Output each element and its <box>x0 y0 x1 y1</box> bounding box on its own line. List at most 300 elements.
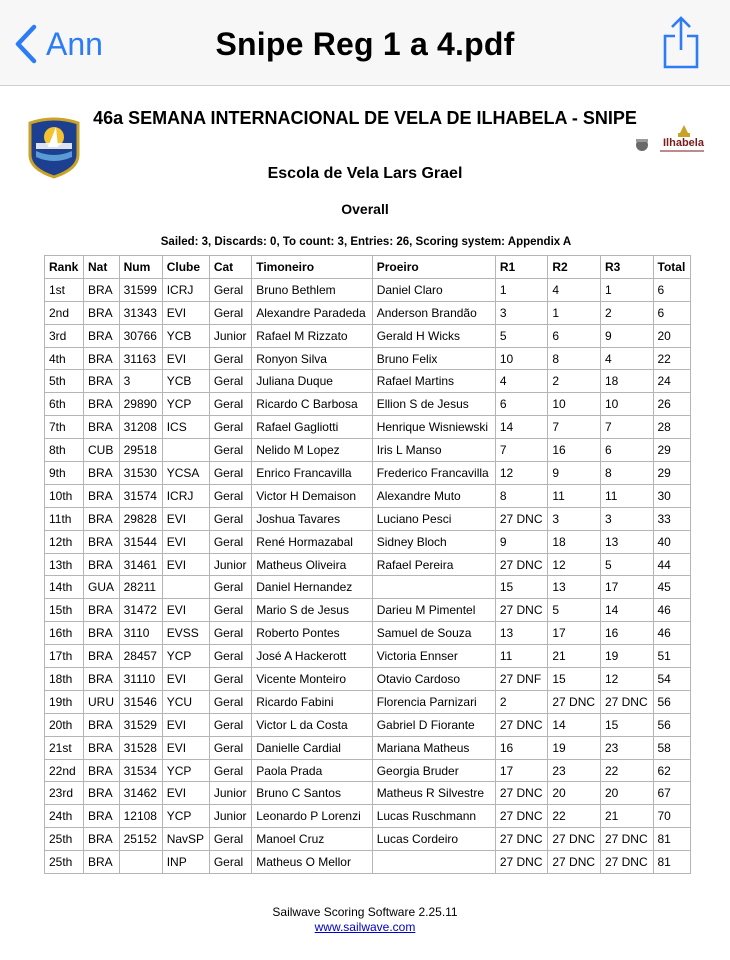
table-cell: 23rd <box>45 782 84 805</box>
table-cell: Geral <box>209 713 251 736</box>
table-cell: 5 <box>600 553 653 576</box>
table-cell: ICS <box>162 416 209 439</box>
table-cell: 9 <box>495 530 548 553</box>
table-cell: 5 <box>548 599 601 622</box>
table-cell: 12 <box>495 462 548 485</box>
table-cell: 31574 <box>119 484 162 507</box>
table-cell: Geral <box>209 599 251 622</box>
table-cell: 3110 <box>119 622 162 645</box>
table-cell: 31461 <box>119 553 162 576</box>
table-cell: Junior <box>209 553 251 576</box>
table-row <box>45 782 691 805</box>
table-cell: EVI <box>162 668 209 691</box>
table-cell: 29 <box>653 462 691 485</box>
table-cell: EVSS <box>162 622 209 645</box>
table-cell: Geral <box>209 759 251 782</box>
table-cell: 18 <box>600 370 653 393</box>
table-cell: 67 <box>653 782 691 805</box>
table-cell: Geral <box>209 736 251 759</box>
table-cell: BRA <box>84 507 120 530</box>
table-cell: 16 <box>495 736 548 759</box>
table-cell: Anderson Brandão <box>372 301 495 324</box>
table-cell: Lucas Cordeiro <box>372 828 495 851</box>
table-cell: 11th <box>45 507 84 530</box>
table-cell: 1 <box>548 301 601 324</box>
table-cell: 30766 <box>119 324 162 347</box>
table-cell: 28457 <box>119 645 162 668</box>
table-cell: Geral <box>209 507 251 530</box>
table-cell: 7th <box>45 416 84 439</box>
table-cell: BRA <box>84 713 120 736</box>
table-cell: Georgia Bruder <box>372 759 495 782</box>
table-cell: Leonardo P Lorenzi <box>252 805 372 828</box>
table-cell: 8 <box>495 484 548 507</box>
table-cell: 16th <box>45 622 84 645</box>
table-cell: 7 <box>600 416 653 439</box>
document-title: 46a SEMANA INTERNACIONAL DE VELA DE ILHABELA - SNIPE <box>93 108 637 128</box>
table-cell: Victor L da Costa <box>252 713 372 736</box>
table-cell: Junior <box>209 782 251 805</box>
table-cell <box>372 576 495 599</box>
table-cell: 17 <box>495 759 548 782</box>
results-table <box>44 255 691 874</box>
table-cell: 81 <box>653 851 691 874</box>
table-cell: Junior <box>209 805 251 828</box>
table-cell: 1 <box>600 278 653 301</box>
table-row <box>45 462 691 485</box>
table-cell: 2 <box>548 370 601 393</box>
column-header: Proeiro <box>372 256 495 279</box>
table-row <box>45 324 691 347</box>
table-cell <box>372 851 495 874</box>
table-cell: 21st <box>45 736 84 759</box>
sailwave-link[interactable]: www.sailwave.com <box>314 920 416 934</box>
column-header: Num <box>119 256 162 279</box>
table-cell: EVI <box>162 301 209 324</box>
table-cell: 4 <box>600 347 653 370</box>
column-header: Rank <box>45 256 84 279</box>
table-cell: 15 <box>548 668 601 691</box>
table-row <box>45 370 691 393</box>
table-cell: Otavio Cardoso <box>372 668 495 691</box>
table-cell: 56 <box>653 690 691 713</box>
table-cell: 54 <box>653 668 691 691</box>
table-cell: 14th <box>45 576 84 599</box>
table-cell: Bruno Bethlem <box>252 278 372 301</box>
table-cell: 31530 <box>119 462 162 485</box>
table-cell: BRA <box>84 736 120 759</box>
table-cell: Daniel Hernandez <box>252 576 372 599</box>
table-cell: 28211 <box>119 576 162 599</box>
table-cell: Geral <box>209 439 251 462</box>
table-cell: BRA <box>84 416 120 439</box>
table-cell: Henrique Wisniewski <box>372 416 495 439</box>
table-row <box>45 736 691 759</box>
table-cell: YCB <box>162 324 209 347</box>
table-cell: 4th <box>45 347 84 370</box>
table-cell: 40 <box>653 530 691 553</box>
table-cell: BRA <box>84 599 120 622</box>
table-cell: EVI <box>162 553 209 576</box>
table-row <box>45 278 691 301</box>
table-cell: 3 <box>495 301 548 324</box>
table-cell: BRA <box>84 324 120 347</box>
table-cell: 15 <box>495 576 548 599</box>
share-button[interactable] <box>662 16 700 75</box>
table-cell: 12 <box>548 553 601 576</box>
table-cell: 29 <box>653 439 691 462</box>
table-cell: 30 <box>653 484 691 507</box>
table-cell: NavSP <box>162 828 209 851</box>
table-cell: 44 <box>653 553 691 576</box>
table-cell: Joshua Tavares <box>252 507 372 530</box>
table-cell: 1 <box>495 278 548 301</box>
table-cell: 22 <box>653 347 691 370</box>
table-cell: 4 <box>548 278 601 301</box>
table-cell: EVI <box>162 713 209 736</box>
table-cell: 7 <box>548 416 601 439</box>
table-cell: Matheus R Silvestre <box>372 782 495 805</box>
table-cell: 62 <box>653 759 691 782</box>
table-cell: 13 <box>495 622 548 645</box>
table-cell: Geral <box>209 301 251 324</box>
table-cell: 3 <box>548 507 601 530</box>
column-header: R1 <box>495 256 548 279</box>
table-cell: Rafael Gagliotti <box>252 416 372 439</box>
table-row <box>45 439 691 462</box>
column-header: Nat <box>84 256 120 279</box>
table-cell: Geral <box>209 828 251 851</box>
table-cell: Mariana Matheus <box>372 736 495 759</box>
table-cell: 27 DNC <box>600 690 653 713</box>
table-cell: YCB <box>162 370 209 393</box>
table-cell: 11 <box>600 484 653 507</box>
table-cell: Ronyon Silva <box>252 347 372 370</box>
table-cell: Geral <box>209 370 251 393</box>
table-cell: BRA <box>84 462 120 485</box>
table-cell: BRA <box>84 782 120 805</box>
table-cell: 26 <box>653 393 691 416</box>
table-cell: 31528 <box>119 736 162 759</box>
table-cell: 25th <box>45 828 84 851</box>
column-header: R3 <box>600 256 653 279</box>
table-cell: 10 <box>600 393 653 416</box>
table-cell: 21 <box>548 645 601 668</box>
table-cell: Rafael Pereira <box>372 553 495 576</box>
table-cell: Matheus O Mellor <box>252 851 372 874</box>
table-cell: EVI <box>162 782 209 805</box>
table-cell: Samuel de Souza <box>372 622 495 645</box>
ilhabela-logo <box>634 121 704 161</box>
table-cell: BRA <box>84 530 120 553</box>
table-cell: 70 <box>653 805 691 828</box>
table-cell: Gabriel D Fiorante <box>372 713 495 736</box>
table-cell: Ricardo Fabini <box>252 690 372 713</box>
table-cell: 9th <box>45 462 84 485</box>
table-cell: 27 DNC <box>495 782 548 805</box>
table-cell: 17th <box>45 645 84 668</box>
column-header: Timoneiro <box>252 256 372 279</box>
table-row <box>45 645 691 668</box>
table-cell: René Hormazabal <box>252 530 372 553</box>
table-cell: José A Hackerott <box>252 645 372 668</box>
table-cell: Junior <box>209 324 251 347</box>
table-cell: Juliana Duque <box>252 370 372 393</box>
table-cell: Florencia Parnizari <box>372 690 495 713</box>
table-cell: 58 <box>653 736 691 759</box>
table-cell: 16 <box>548 439 601 462</box>
table-cell: ICRJ <box>162 278 209 301</box>
table-cell: 27 DNC <box>495 851 548 874</box>
table-cell: 22 <box>548 805 601 828</box>
table-cell: 3 <box>119 370 162 393</box>
table-row <box>45 759 691 782</box>
table-cell: 12108 <box>119 805 162 828</box>
table-cell: 6 <box>653 278 691 301</box>
table-cell: 27 DNF <box>495 668 548 691</box>
section-heading: Overall <box>341 201 389 217</box>
table-cell: EVI <box>162 599 209 622</box>
table-cell: 14 <box>548 713 601 736</box>
table-cell: Geral <box>209 690 251 713</box>
table-cell: 29890 <box>119 393 162 416</box>
table-cell: CUB <box>84 439 120 462</box>
table-cell: BRA <box>84 347 120 370</box>
table-cell: 27 DNC <box>495 805 548 828</box>
table-cell: 46 <box>653 622 691 645</box>
ilhabela-logo-text: Ilhabela <box>663 137 704 149</box>
table-cell: Geral <box>209 347 251 370</box>
table-cell: 6th <box>45 393 84 416</box>
table-cell: YCSA <box>162 462 209 485</box>
table-cell: 22nd <box>45 759 84 782</box>
table-cell: Ricardo C Barbosa <box>252 393 372 416</box>
table-cell: 31462 <box>119 782 162 805</box>
table-cell: 27 DNC <box>548 828 601 851</box>
table-cell: YCP <box>162 805 209 828</box>
table-cell: Geral <box>209 622 251 645</box>
table-cell: 20th <box>45 713 84 736</box>
table-cell: 29828 <box>119 507 162 530</box>
table-cell: Geral <box>209 851 251 874</box>
table-cell: Bruno C Santos <box>252 782 372 805</box>
table-cell: 8 <box>548 347 601 370</box>
table-cell <box>162 576 209 599</box>
table-row <box>45 484 691 507</box>
table-cell: Frederico Francavilla <box>372 462 495 485</box>
table-cell: Roberto Pontes <box>252 622 372 645</box>
table-row <box>45 828 691 851</box>
table-cell: Gerald H Wicks <box>372 324 495 347</box>
table-row <box>45 713 691 736</box>
table-cell: YCP <box>162 759 209 782</box>
table-cell: Danielle Cardial <box>252 736 372 759</box>
table-cell: 6 <box>600 439 653 462</box>
table-cell: Victor H Demaison <box>252 484 372 507</box>
table-cell: Vicente Monteiro <box>252 668 372 691</box>
table-cell: Geral <box>209 668 251 691</box>
table-cell: BRA <box>84 370 120 393</box>
table-cell <box>119 851 162 874</box>
table-cell: 1st <box>45 278 84 301</box>
table-cell: 10th <box>45 484 84 507</box>
table-cell: 19 <box>548 736 601 759</box>
table-cell: 22 <box>600 759 653 782</box>
navigation-bar <box>0 0 730 86</box>
table-cell: 81 <box>653 828 691 851</box>
table-cell: EVI <box>162 736 209 759</box>
share-icon <box>662 16 700 70</box>
table-cell: 31599 <box>119 278 162 301</box>
table-header-row <box>45 256 691 279</box>
table-cell: 5 <box>495 324 548 347</box>
table-cell: YCP <box>162 645 209 668</box>
page-title: Snipe Reg 1 a 4.pdf <box>215 26 515 62</box>
table-cell: 13 <box>600 530 653 553</box>
table-cell: BRA <box>84 278 120 301</box>
table-cell: URU <box>84 690 120 713</box>
table-cell: 4 <box>495 370 548 393</box>
table-cell: 27 DNC <box>495 828 548 851</box>
table-cell: 29518 <box>119 439 162 462</box>
table-cell: 20 <box>653 324 691 347</box>
table-cell: 3rd <box>45 324 84 347</box>
table-cell: 31208 <box>119 416 162 439</box>
table-cell: Geral <box>209 530 251 553</box>
table-cell: 31110 <box>119 668 162 691</box>
table-cell: 46 <box>653 599 691 622</box>
table-cell: EVI <box>162 347 209 370</box>
table-cell: Geral <box>209 576 251 599</box>
table-cell: 27 DNC <box>495 599 548 622</box>
table-cell: Enrico Francavilla <box>252 462 372 485</box>
footer-software: Sailwave Scoring Software 2.25.11 <box>272 905 458 919</box>
table-row <box>45 301 691 324</box>
table-cell: 27 DNC <box>548 690 601 713</box>
table-row <box>45 599 691 622</box>
table-cell: Geral <box>209 645 251 668</box>
table-cell: 33 <box>653 507 691 530</box>
table-cell: Iris L Manso <box>372 439 495 462</box>
table-cell: YCU <box>162 690 209 713</box>
table-cell: Ellion S de Jesus <box>372 393 495 416</box>
table-cell: 18 <box>548 530 601 553</box>
table-cell: 10 <box>548 393 601 416</box>
table-cell: 15th <box>45 599 84 622</box>
table-cell: 11 <box>495 645 548 668</box>
table-cell: 23 <box>600 736 653 759</box>
table-row <box>45 507 691 530</box>
table-cell: 25152 <box>119 828 162 851</box>
table-cell: Geral <box>209 393 251 416</box>
table-cell: BRA <box>84 759 120 782</box>
table-cell: Victoria Ennser <box>372 645 495 668</box>
table-cell: 27 DNC <box>600 851 653 874</box>
table-cell: 13 <box>548 576 601 599</box>
table-cell: 3 <box>600 507 653 530</box>
table-cell: 2nd <box>45 301 84 324</box>
table-cell: 31163 <box>119 347 162 370</box>
table-cell: 56 <box>653 713 691 736</box>
table-cell: 12th <box>45 530 84 553</box>
table-cell: 20 <box>548 782 601 805</box>
table-cell: GUA <box>84 576 120 599</box>
table-cell: Bruno Felix <box>372 347 495 370</box>
table-cell: Matheus Oliveira <box>252 553 372 576</box>
table-cell: BRA <box>84 851 120 874</box>
table-cell: 18th <box>45 668 84 691</box>
table-cell: Luciano Pesci <box>372 507 495 530</box>
results-table-body <box>45 278 691 873</box>
table-cell: 31529 <box>119 713 162 736</box>
table-cell: 17 <box>600 576 653 599</box>
table-cell: 27 DNC <box>495 553 548 576</box>
table-cell: ICRJ <box>162 484 209 507</box>
table-cell: 14 <box>600 599 653 622</box>
table-cell: 14 <box>495 416 548 439</box>
table-cell: Nelido M Lopez <box>252 439 372 462</box>
table-cell: 45 <box>653 576 691 599</box>
table-cell: BRA <box>84 645 120 668</box>
column-header: Cat <box>209 256 251 279</box>
table-cell: Geral <box>209 484 251 507</box>
table-cell: BRA <box>84 301 120 324</box>
table-cell: 10 <box>495 347 548 370</box>
table-cell: BRA <box>84 828 120 851</box>
table-cell: 31343 <box>119 301 162 324</box>
table-cell <box>162 439 209 462</box>
column-header: Clube <box>162 256 209 279</box>
table-row <box>45 851 691 874</box>
table-cell: BRA <box>84 484 120 507</box>
table-cell: 24 <box>653 370 691 393</box>
table-cell: 27 DNC <box>495 713 548 736</box>
table-cell: Geral <box>209 416 251 439</box>
table-cell: 31472 <box>119 599 162 622</box>
table-cell: 24th <box>45 805 84 828</box>
table-cell: BRA <box>84 805 120 828</box>
table-cell: Darieu M Pimentel <box>372 599 495 622</box>
table-cell: 19th <box>45 690 84 713</box>
table-cell: Sidney Bloch <box>372 530 495 553</box>
table-cell: 28 <box>653 416 691 439</box>
table-cell: 19 <box>600 645 653 668</box>
table-cell: 51 <box>653 645 691 668</box>
table-row <box>45 553 691 576</box>
table-cell: 16 <box>600 622 653 645</box>
table-cell: Geral <box>209 278 251 301</box>
table-cell: Alexandre Muto <box>372 484 495 507</box>
table-cell: YCP <box>162 393 209 416</box>
table-row <box>45 576 691 599</box>
table-cell: 11 <box>548 484 601 507</box>
table-cell: BRA <box>84 393 120 416</box>
table-row <box>45 393 691 416</box>
table-row <box>45 668 691 691</box>
back-button-label: Ann <box>46 26 103 62</box>
pdf-page <box>0 87 730 960</box>
table-cell: 27 DNC <box>495 507 548 530</box>
table-cell: 9 <box>600 324 653 347</box>
table-cell: 6 <box>653 301 691 324</box>
table-cell: Manoel Cruz <box>252 828 372 851</box>
document-subtitle: Escola de Vela Lars Grael <box>267 165 463 182</box>
table-cell: 6 <box>548 324 601 347</box>
table-cell: Geral <box>209 462 251 485</box>
table-cell: 6 <box>495 393 548 416</box>
table-cell: 7 <box>495 439 548 462</box>
table-row <box>45 690 691 713</box>
